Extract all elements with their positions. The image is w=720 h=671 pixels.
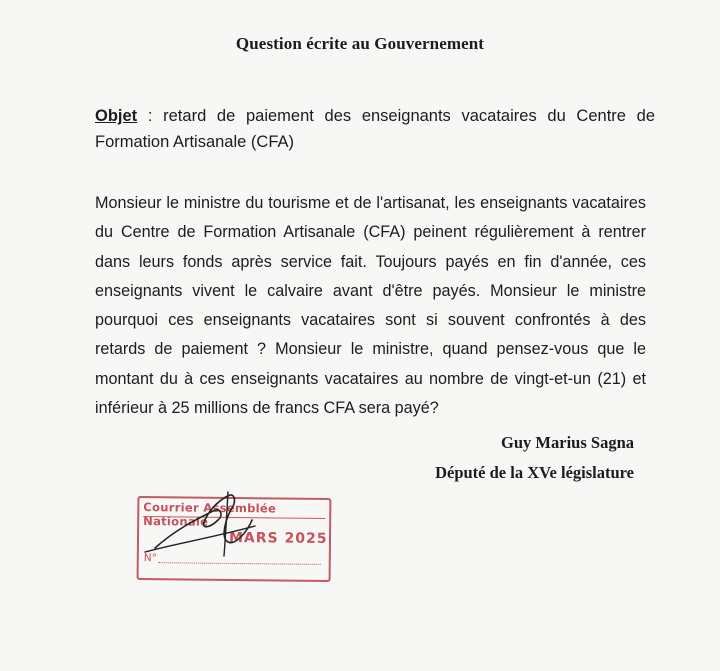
stamp-number-label: N° xyxy=(143,552,157,565)
document-title: Question écrite au Gouvernement xyxy=(235,34,485,53)
objet-label: Objet xyxy=(95,107,138,125)
body-paragraph: Monsieur le ministre du tourisme et de l'artisanat, les enseignants vacataires du Centre de Formation Artisanale (CFA) peinent régulièrement à rentrer dans leurs fonds après service fait. Toujours payés en fin d'année, ces enseignants vivent le calvaire avant d'être payés. Monsieur le ministre pourquoi ces enseignants vacataires sont si souvent confrontés à des retards de paiement ? Monsieur le ministre, quand pensez-vous que le montant du à ces enseignants vacataires au nombre de vingt-et-un (21) et inférieur à 25 millions de francs CFA sera payé? xyxy=(95,194,646,418)
objet-text: retard de paiement des enseignants vacataires du Centre de Formation Artisanale (CFA) xyxy=(95,107,655,151)
signatory-title: Député de la XVe législature xyxy=(435,463,634,482)
stamp-date: MARS 2025 xyxy=(228,529,328,547)
stamp-header: Courrier Assemblée Nationale xyxy=(143,500,277,529)
handwritten-signature xyxy=(140,490,270,570)
objet-line xyxy=(95,103,655,155)
signatory-name: Guy Marius Sagna xyxy=(501,433,634,452)
objet-separator: : xyxy=(137,107,164,125)
